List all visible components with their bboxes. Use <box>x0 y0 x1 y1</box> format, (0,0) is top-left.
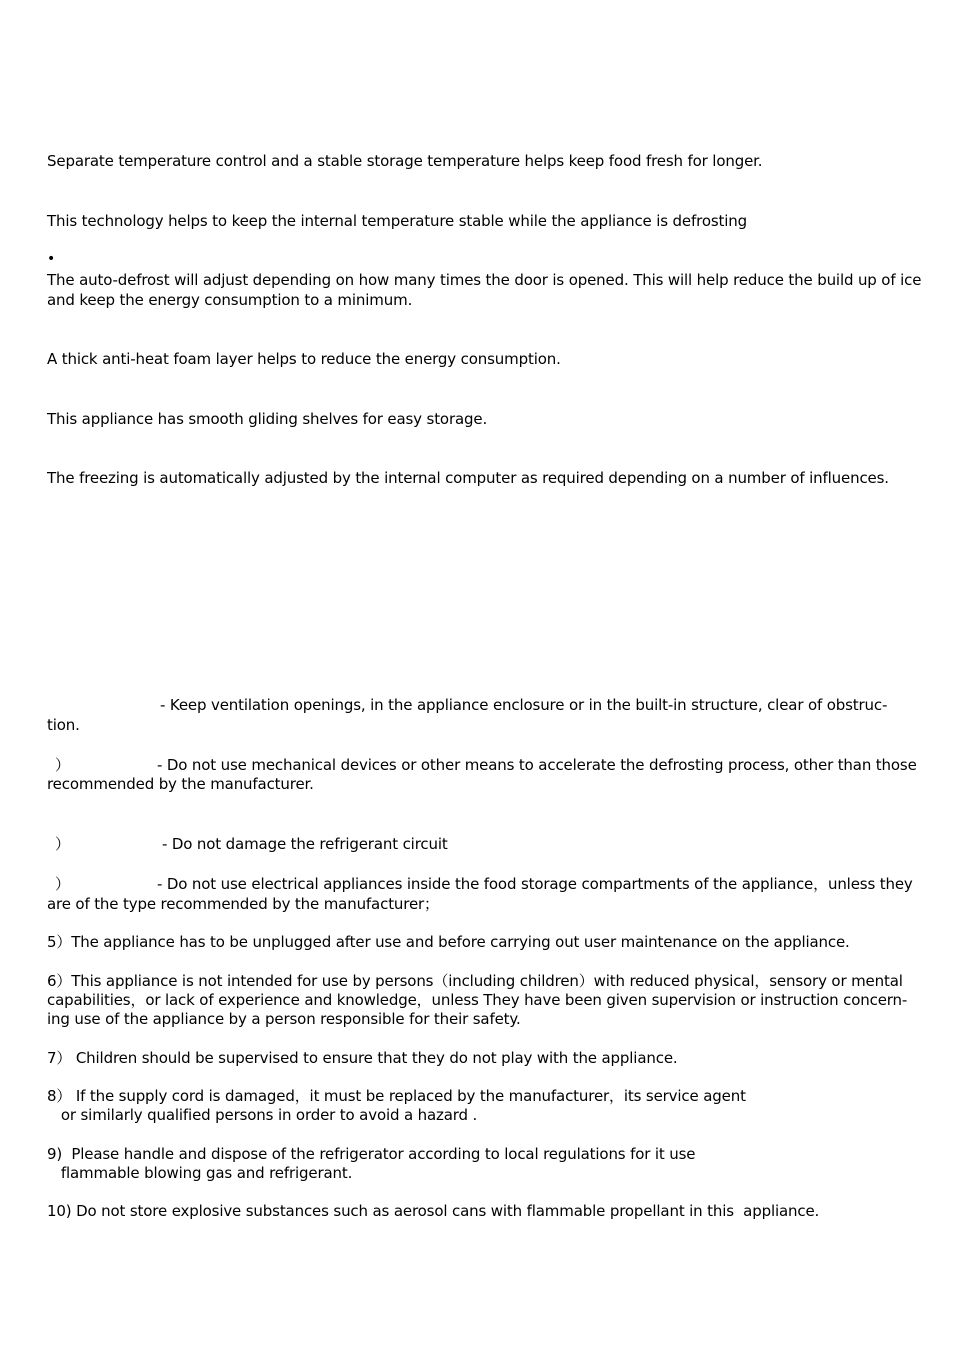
warning-4-line-2: are of the type recommended by the manufacturer； <box>47 895 439 913</box>
feature-paragraph-temperature-control: Separate temperature control and a stable storage temperature helps keep food fresh for longer. <box>47 152 763 170</box>
warning-6-line-3: ing use of the appliance by a person responsible for their safety. <box>47 1010 521 1028</box>
warning-2-line-2: recommended by the manufacturer. <box>47 775 314 793</box>
warning-9-line-2: flammable blowing gas and refrigerant. <box>47 1164 353 1182</box>
warning-5: 5）The appliance has to be unplugged after use and before carrying out user maintenance on the appliance. <box>47 933 850 951</box>
feature-paragraph-auto-defrost: The auto-defrost will adjust depending on how many times the door is opened. This will help reduce the build up of ice and keep the energy consumption to a minimum. <box>47 271 926 309</box>
warning-8-line-2: or similarly qualified persons in order to avoid a hazard . <box>47 1106 478 1124</box>
warning-6-line-2: capabilities，or lack of experience and knowledge，unless They have been given supervision or instruction concern- <box>47 991 908 1009</box>
warning-3-paren: ） <box>55 835 70 853</box>
warning-2-paren: ） <box>55 756 70 774</box>
warning-4-paren: ） <box>55 875 70 893</box>
warning-7: 7） Children should be supervised to ensure that they do not play with the appliance. <box>47 1049 678 1067</box>
warning-1-line-2: tion. <box>47 716 80 734</box>
feature-paragraph-gliding-shelves: This appliance has smooth gliding shelves for easy storage. <box>47 410 488 428</box>
warning-10: 10) Do not store explosive substances such as aerosol cans with flammable propellant in this appliance. <box>47 1202 820 1220</box>
warning-1-line-1: - Keep ventilation openings, in the appliance enclosure or in the built-in structure, clear of obstruc- <box>160 696 888 714</box>
warning-9-line-1: 9) Please handle and dispose of the refrigerator according to local regulations for it use <box>47 1145 696 1163</box>
feature-paragraph-auto-freezing: The freezing is automatically adjusted by the internal computer as required depending on a number of influences. <box>47 469 889 487</box>
bullet-point: • <box>47 251 56 267</box>
warning-4-line-1: - Do not use electrical appliances inside the food storage compartments of the appliance，unless they <box>157 875 913 893</box>
feature-paragraph-stable-defrost: This technology helps to keep the internal temperature stable while the appliance is defrosting <box>47 212 747 230</box>
warning-2-line-1: - Do not use mechanical devices or other means to accelerate the defrosting process, other than those <box>157 756 917 774</box>
feature-paragraph-foam-layer: A thick anti-heat foam layer helps to reduce the energy consumption. <box>47 350 561 368</box>
warning-3-line-1: - Do not damage the refrigerant circuit <box>162 835 448 853</box>
warning-6-line-1: 6）This appliance is not intended for use by persons（including children）with reduced physical，sensory or mental <box>47 972 903 990</box>
warning-8-line-1: 8） If the supply cord is damaged，it must be replaced by the manufacturer，its service agent <box>47 1087 746 1105</box>
